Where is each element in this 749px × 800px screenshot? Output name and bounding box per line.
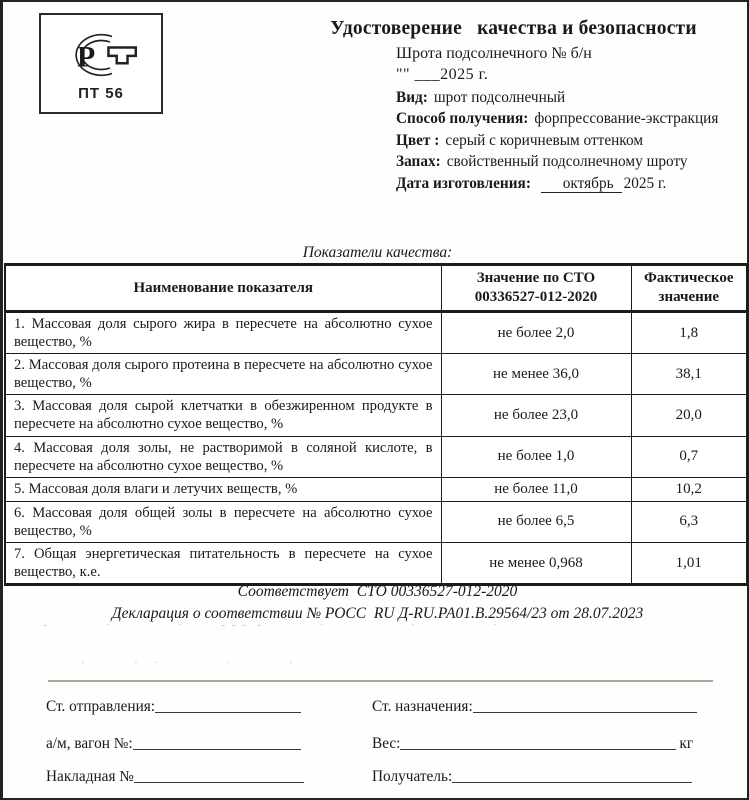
property-smell	[396, 153, 741, 170]
table-row	[5, 436, 747, 477]
norm-value-cell: не более 1,0	[441, 436, 631, 477]
divider-rule	[48, 680, 713, 682]
manufacture-date-month: октябрь	[541, 175, 622, 193]
smell-label: Запах:	[396, 153, 441, 170]
product-subtitle: Шрота подсолнечного № б/н	[396, 45, 592, 62]
fact-value-cell: 38,1	[631, 354, 747, 395]
color-label: Цвет :	[396, 131, 440, 149]
indicator-name-cell: 1. Массовая доля сырого жира в пересчете на абсолютно сухое вещество, %	[5, 312, 441, 354]
indicator-name-cell: 5. Массовая доля влаги и летучих веществ, %	[5, 477, 441, 501]
manufacture-date-label: Дата изготовления:	[396, 174, 531, 192]
svg-text:Р: Р	[76, 40, 96, 74]
table-row	[5, 501, 747, 542]
smell-value: свойственный подсолнечному шроту	[446, 153, 688, 170]
property-color	[396, 132, 741, 149]
receiver-label: Получатель:	[372, 768, 453, 785]
header-actual-value: Фактическое значение	[631, 265, 747, 312]
table-row	[5, 477, 747, 501]
norm-value-cell: не более 6,5	[441, 501, 631, 542]
table-row	[5, 395, 747, 436]
document-subheader	[396, 45, 741, 192]
departure-field	[46, 698, 301, 716]
manufacture-date-year: 2025 г.	[623, 174, 667, 192]
indicator-name-cell: 7. Общая энергетическая питательность в пересчете на сухое вещество, к.е.	[5, 542, 441, 584]
fact-value-cell: 1,8	[631, 312, 747, 354]
scan-artifact-row: - · · - - - - · · ·	[43, 619, 499, 631]
destination-field	[372, 698, 697, 716]
norm-value-cell: не менее 36,0	[441, 354, 631, 395]
header-sto-value: Значение по СТО 00336527-012-2020	[441, 265, 631, 312]
method-value: форпрессование-экстракция	[534, 110, 719, 127]
weight-label: Вес:	[372, 735, 401, 752]
property-manufacture-date	[396, 175, 741, 192]
kind-label: Вид:	[396, 88, 428, 106]
norm-value-cell: не более 2,0	[441, 312, 631, 354]
quality-table-caption: Показатели качества:	[302, 244, 453, 261]
fact-value-cell: 20,0	[631, 395, 747, 436]
norm-value-cell: не менее 0,968	[441, 542, 631, 584]
property-kind	[396, 89, 741, 106]
receiver-field	[372, 768, 692, 786]
compliance-line-declaration: Декларация о соответствии № РОСС RU Д-RU.РА01.В.29564/23 от 28.07.2023	[111, 605, 644, 622]
destination-blank-line	[473, 698, 697, 713]
compliance-line-sto: Соответствует СТО 00336527-012-2020	[237, 583, 518, 600]
wagon-label: а/м, вагон №:	[46, 735, 133, 752]
weight-field	[372, 735, 693, 753]
indicator-name-cell: 4. Массовая доля золы, не растворимой в соляной кислоте, в пересчете на абсолютно сухое вещество, %	[5, 436, 441, 477]
invoice-field	[46, 768, 304, 786]
table-row	[5, 542, 747, 584]
indicator-name-cell: 6. Массовая доля общей золы в пересчете на абсолютно сухое вещество, %	[5, 501, 441, 542]
receiver-blank-line	[452, 768, 692, 783]
blank-date-line: "" ___2025 г.	[396, 66, 489, 83]
fact-value-cell: 10,2	[631, 477, 747, 501]
indicator-name-cell: 2. Массовая доля сырого протеина в пересчете на абсолютно сухое вещество, %	[5, 354, 441, 395]
kind-value: шрот подсолнечный	[433, 88, 566, 106]
header-indicator-name: Наименование показателя	[5, 265, 441, 312]
invoice-label: Накладная №	[46, 768, 134, 785]
wagon-blank-line	[133, 735, 301, 750]
norm-value-cell: не более 23,0	[441, 395, 631, 436]
destination-label: Ст. назначения:	[372, 698, 473, 715]
document-title: Удостоверение качества и безопасности	[330, 18, 697, 39]
table-header-row	[5, 265, 747, 312]
indicator-name-cell: 3. Массовая доля сырой клетчатки в обезжиренном продукте в пересчете на абсолютно сухое вещество, %	[5, 395, 441, 436]
scan-artifact-row: · · · · ·	[43, 657, 295, 669]
fact-value-cell: 0,7	[631, 436, 747, 477]
color-value: серый с коричневым оттенком	[445, 131, 644, 149]
departure-label: Ст. отправления:	[46, 698, 156, 715]
property-method	[396, 110, 741, 127]
rst-conformity-mark-icon	[55, 26, 147, 84]
document-header	[286, 18, 741, 192]
table-row	[5, 312, 747, 354]
quality-indicators-table	[4, 263, 748, 586]
method-label: Способ получения:	[396, 110, 529, 127]
fact-value-cell: 6,3	[631, 501, 747, 542]
weight-unit-label: кг	[679, 735, 694, 752]
certification-mark-code: ПТ 56	[78, 84, 124, 102]
wagon-field	[46, 735, 301, 753]
certification-mark-box	[39, 13, 163, 114]
fact-value-cell: 1,01	[631, 542, 747, 584]
invoice-blank-line	[134, 768, 304, 783]
weight-blank-line	[400, 735, 676, 750]
departure-blank-line	[155, 698, 301, 713]
table-row	[5, 354, 747, 395]
norm-value-cell: не более 11,0	[441, 477, 631, 501]
